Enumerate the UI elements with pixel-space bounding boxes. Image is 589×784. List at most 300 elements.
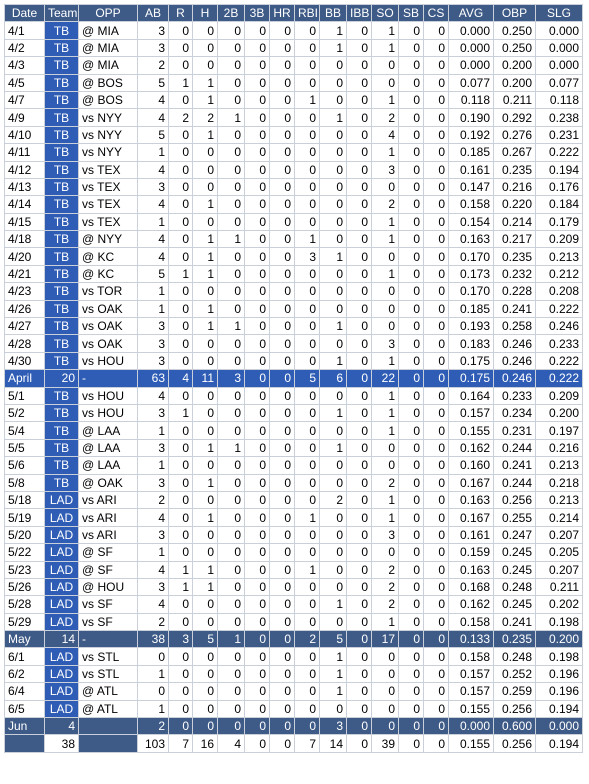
cell-slg: 0.213: [536, 491, 583, 508]
col-header-r[interactable]: R: [169, 5, 193, 22]
cell-hr: 0: [270, 596, 295, 613]
game-row: [5, 352, 583, 369]
cell-hr: 0: [270, 335, 295, 352]
cell-so: 2: [372, 596, 399, 613]
cell-ab: 1: [138, 422, 169, 439]
cell-ab: 3: [138, 474, 169, 491]
cell-r: 1: [169, 74, 193, 91]
cell-r: 1: [169, 265, 193, 282]
cell-team: TB: [45, 335, 79, 352]
cell-3b: 0: [245, 231, 270, 248]
cell-sb: 0: [399, 39, 424, 56]
cell-h: 0: [193, 613, 218, 630]
cell-opp: @ LAA: [79, 422, 138, 439]
cell-ab: 1: [138, 213, 169, 230]
cell-sb: 0: [399, 631, 424, 648]
cell-sb: 0: [399, 283, 424, 300]
cell-opp: vs OAK: [79, 335, 138, 352]
cell-sb: 0: [399, 491, 424, 508]
cell-hr: 0: [270, 578, 295, 595]
cell-obp: 0.248: [494, 648, 536, 665]
cell-opp: @ SF: [79, 544, 138, 561]
cell-obp: 0.235: [494, 248, 536, 265]
cell-r: 0: [169, 178, 193, 195]
cell-3b: 0: [245, 491, 270, 508]
cell-bb: 0: [320, 526, 347, 543]
cell-h: 16: [193, 735, 218, 752]
cell-team: TB: [45, 265, 79, 282]
cell-cs: 0: [424, 526, 449, 543]
col-header-3b[interactable]: 3B: [245, 5, 270, 22]
cell-cs: 0: [424, 370, 449, 387]
cell-so: 1: [372, 144, 399, 161]
cell-avg: 0.000: [449, 39, 494, 56]
cell-slg: 0.176: [536, 178, 583, 195]
cell-opp: vs OAK: [79, 300, 138, 317]
cell-hr: 0: [270, 91, 295, 108]
cell-ab: 0: [138, 683, 169, 700]
cell-h: 1: [193, 474, 218, 491]
cell-obp: 0.241: [494, 457, 536, 474]
cell-date: 5/1: [5, 387, 45, 404]
cell-rbi: 0: [295, 213, 320, 230]
col-header-2b[interactable]: 2B: [218, 5, 245, 22]
cell-date: 5/23: [5, 561, 45, 578]
game-row: [5, 126, 583, 143]
cell-h: 0: [193, 213, 218, 230]
cell-rbi: 0: [295, 544, 320, 561]
cell-date: April: [5, 370, 45, 387]
cell-r: 0: [169, 718, 193, 735]
cell-team: LAD: [45, 578, 79, 595]
cell-ab: 2: [138, 718, 169, 735]
cell-slg: 0.222: [536, 352, 583, 369]
cell-2b: 0: [218, 335, 245, 352]
col-header-ab[interactable]: AB: [138, 5, 169, 22]
cell-h: 0: [193, 352, 218, 369]
cell-ibb: 0: [347, 213, 372, 230]
cell-date: 5/22: [5, 544, 45, 561]
cell-bb: 1: [320, 683, 347, 700]
cell-hr: 0: [270, 387, 295, 404]
cell-so: 0: [372, 544, 399, 561]
cell-slg: 0.208: [536, 283, 583, 300]
cell-avg: 0.163: [449, 491, 494, 508]
cell-slg: 0.246: [536, 318, 583, 335]
cell-3b: 0: [245, 22, 270, 39]
cell-ibb: 0: [347, 457, 372, 474]
cell-ab: 4: [138, 387, 169, 404]
cell-ibb: 0: [347, 231, 372, 248]
cell-2b: 0: [218, 526, 245, 543]
cell-ab: 5: [138, 126, 169, 143]
cell-3b: 0: [245, 109, 270, 126]
cell-so: 0: [372, 648, 399, 665]
col-header-team[interactable]: Team: [45, 5, 79, 22]
cell-slg: 0.197: [536, 422, 583, 439]
cell-cs: 0: [424, 213, 449, 230]
cell-opp: @ KC: [79, 248, 138, 265]
cell-team: 14: [45, 631, 79, 648]
cell-cs: 0: [424, 665, 449, 682]
cell-team: TB: [45, 404, 79, 421]
cell-team: TB: [45, 300, 79, 317]
cell-date: 4/23: [5, 283, 45, 300]
cell-sb: 0: [399, 318, 424, 335]
cell-h: 0: [193, 665, 218, 682]
cell-cs: 0: [424, 439, 449, 456]
cell-hr: 0: [270, 631, 295, 648]
cell-so: 22: [372, 370, 399, 387]
cell-ab: 3: [138, 439, 169, 456]
cell-h: 1: [193, 300, 218, 317]
cell-3b: 0: [245, 665, 270, 682]
cell-ab: 2: [138, 491, 169, 508]
cell-ab: 2: [138, 57, 169, 74]
cell-ibb: 0: [347, 318, 372, 335]
cell-so: 0: [372, 300, 399, 317]
col-header-obp[interactable]: OBP: [494, 5, 536, 22]
cell-ibb: 0: [347, 109, 372, 126]
cell-bb: 0: [320, 544, 347, 561]
cell-cs: 0: [424, 318, 449, 335]
cell-cs: 0: [424, 578, 449, 595]
cell-obp: 0.250: [494, 22, 536, 39]
cell-sb: 0: [399, 596, 424, 613]
game-row: [5, 248, 583, 265]
cell-2b: 0: [218, 648, 245, 665]
cell-h: 1: [193, 509, 218, 526]
cell-2b: 0: [218, 57, 245, 74]
cell-avg: 0.155: [449, 422, 494, 439]
cell-rbi: 3: [295, 248, 320, 265]
col-header-ibb[interactable]: IBB: [347, 5, 372, 22]
cell-hr: 0: [270, 300, 295, 317]
col-header-bb[interactable]: BB: [320, 5, 347, 22]
cell-ab: 4: [138, 509, 169, 526]
cell-avg: 0.077: [449, 74, 494, 91]
cell-so: 1: [372, 39, 399, 56]
cell-date: 4/26: [5, 300, 45, 317]
cell-slg: 0.198: [536, 648, 583, 665]
cell-h: 0: [193, 596, 218, 613]
cell-h: 1: [193, 248, 218, 265]
cell-h: 0: [193, 387, 218, 404]
cell-3b: 0: [245, 578, 270, 595]
cell-team: TB: [45, 283, 79, 300]
cell-3b: 0: [245, 161, 270, 178]
cell-team: TB: [45, 457, 79, 474]
game-row: [5, 22, 583, 39]
cell-sb: 0: [399, 561, 424, 578]
cell-obp: 0.246: [494, 352, 536, 369]
cell-opp: [79, 735, 138, 752]
cell-hr: 0: [270, 544, 295, 561]
cell-ibb: 0: [347, 596, 372, 613]
cell-sb: 0: [399, 91, 424, 108]
cell-cs: 0: [424, 335, 449, 352]
cell-bb: 1: [320, 439, 347, 456]
cell-ab: 4: [138, 248, 169, 265]
cell-sb: 0: [399, 109, 424, 126]
cell-cs: 0: [424, 265, 449, 282]
cell-bb: 0: [320, 57, 347, 74]
cell-avg: 0.157: [449, 683, 494, 700]
col-header-avg[interactable]: AVG: [449, 5, 494, 22]
cell-cs: 0: [424, 109, 449, 126]
cell-sb: 0: [399, 544, 424, 561]
cell-cs: 0: [424, 491, 449, 508]
cell-team: TB: [45, 422, 79, 439]
col-header-h[interactable]: H: [193, 5, 218, 22]
cell-slg: 0.194: [536, 161, 583, 178]
cell-slg: 0.000: [536, 39, 583, 56]
cell-3b: 0: [245, 596, 270, 613]
game-row: [5, 596, 583, 613]
cell-ibb: 0: [347, 718, 372, 735]
cell-avg: 0.159: [449, 544, 494, 561]
cell-3b: 0: [245, 352, 270, 369]
cell-obp: 0.200: [494, 57, 536, 74]
col-header-hr[interactable]: HR: [270, 5, 295, 22]
cell-r: 2: [169, 109, 193, 126]
cell-sb: 0: [399, 213, 424, 230]
cell-hr: 0: [270, 352, 295, 369]
cell-2b: 0: [218, 700, 245, 717]
cell-2b: 0: [218, 196, 245, 213]
cell-bb: 0: [320, 283, 347, 300]
cell-bb: 0: [320, 178, 347, 195]
game-row: [5, 39, 583, 56]
cell-rbi: 7: [295, 735, 320, 752]
cell-sb: 0: [399, 352, 424, 369]
cell-ibb: 0: [347, 335, 372, 352]
cell-cs: 0: [424, 509, 449, 526]
cell-r: 0: [169, 491, 193, 508]
game-row: [5, 144, 583, 161]
cell-cs: 0: [424, 22, 449, 39]
cell-2b: 0: [218, 283, 245, 300]
cell-sb: 0: [399, 422, 424, 439]
cell-so: 1: [372, 231, 399, 248]
cell-h: 0: [193, 178, 218, 195]
cell-so: 0: [372, 57, 399, 74]
cell-rbi: 0: [295, 57, 320, 74]
cell-ibb: 0: [347, 196, 372, 213]
cell-obp: 0.276: [494, 126, 536, 143]
cell-slg: 0.233: [536, 335, 583, 352]
cell-avg: 0.155: [449, 735, 494, 752]
cell-hr: 0: [270, 683, 295, 700]
cell-slg: 0.216: [536, 439, 583, 456]
cell-date: 6/5: [5, 700, 45, 717]
cell-ibb: 0: [347, 178, 372, 195]
cell-obp: 0.258: [494, 318, 536, 335]
cell-bb: 0: [320, 387, 347, 404]
cell-3b: 0: [245, 178, 270, 195]
cell-ab: 1: [138, 283, 169, 300]
cell-h: 5: [193, 631, 218, 648]
cell-slg: 0.212: [536, 265, 583, 282]
game-row: [5, 404, 583, 421]
cell-sb: 0: [399, 126, 424, 143]
cell-ab: 3: [138, 526, 169, 543]
cell-hr: 0: [270, 213, 295, 230]
cell-ab: 3: [138, 578, 169, 595]
cell-avg: 0.173: [449, 265, 494, 282]
cell-team: LAD: [45, 596, 79, 613]
cell-sb: 0: [399, 718, 424, 735]
cell-h: 0: [193, 544, 218, 561]
cell-opp: vs TEX: [79, 161, 138, 178]
col-header-cs[interactable]: CS: [424, 5, 449, 22]
cell-opp: @ MIA: [79, 39, 138, 56]
cell-h: 0: [193, 283, 218, 300]
cell-slg: 0.222: [536, 300, 583, 317]
cell-ibb: 0: [347, 91, 372, 108]
cell-cs: 0: [424, 144, 449, 161]
cell-hr: 0: [270, 370, 295, 387]
cell-slg: 0.000: [536, 718, 583, 735]
cell-slg: 0.000: [536, 22, 583, 39]
cell-hr: 0: [270, 283, 295, 300]
cell-ab: 3: [138, 352, 169, 369]
cell-3b: 0: [245, 318, 270, 335]
cell-cs: 0: [424, 352, 449, 369]
cell-ibb: 0: [347, 700, 372, 717]
cell-sb: 0: [399, 457, 424, 474]
cell-opp: vs TEX: [79, 213, 138, 230]
cell-ibb: 0: [347, 735, 372, 752]
cell-avg: 0.160: [449, 457, 494, 474]
cell-team: TB: [45, 248, 79, 265]
cell-date: 4/18: [5, 231, 45, 248]
cell-opp: vs ARI: [79, 509, 138, 526]
cell-opp: -: [79, 370, 138, 387]
game-row: [5, 213, 583, 230]
cell-date: 4/14: [5, 196, 45, 213]
cell-ibb: 0: [347, 544, 372, 561]
game-row: [5, 665, 583, 682]
col-header-so[interactable]: SO: [372, 5, 399, 22]
cell-ab: 2: [138, 613, 169, 630]
col-header-date[interactable]: Date: [5, 5, 45, 22]
cell-ab: 4: [138, 596, 169, 613]
cell-team: TB: [45, 474, 79, 491]
cell-ibb: 0: [347, 161, 372, 178]
cell-cs: 0: [424, 422, 449, 439]
season-total-row: [5, 735, 583, 752]
game-row: [5, 300, 583, 317]
cell-rbi: 0: [295, 596, 320, 613]
cell-bb: 1: [320, 22, 347, 39]
cell-rbi: 0: [295, 578, 320, 595]
cell-r: 0: [169, 439, 193, 456]
cell-hr: 0: [270, 196, 295, 213]
cell-bb: 6: [320, 370, 347, 387]
cell-3b: 0: [245, 544, 270, 561]
cell-rbi: 0: [295, 22, 320, 39]
cell-opp: vs TEX: [79, 196, 138, 213]
cell-ab: 1: [138, 700, 169, 717]
cell-obp: 0.267: [494, 144, 536, 161]
cell-rbi: 1: [295, 231, 320, 248]
cell-rbi: 1: [295, 91, 320, 108]
cell-2b: 0: [218, 161, 245, 178]
cell-so: 0: [372, 457, 399, 474]
cell-obp: 0.245: [494, 561, 536, 578]
cell-avg: 0.154: [449, 213, 494, 230]
cell-2b: 0: [218, 248, 245, 265]
cell-3b: 0: [245, 387, 270, 404]
cell-2b: 0: [218, 22, 245, 39]
cell-cs: 0: [424, 631, 449, 648]
cell-obp: 0.214: [494, 213, 536, 230]
cell-ibb: 0: [347, 126, 372, 143]
cell-ab: 3: [138, 178, 169, 195]
cell-cs: 0: [424, 404, 449, 421]
cell-cs: 0: [424, 718, 449, 735]
col-header-rbi[interactable]: RBI: [295, 5, 320, 22]
cell-avg: 0.000: [449, 718, 494, 735]
cell-sb: 0: [399, 178, 424, 195]
cell-team: TB: [45, 178, 79, 195]
cell-team: LAD: [45, 665, 79, 682]
table-body: [5, 22, 583, 752]
cell-sb: 0: [399, 387, 424, 404]
cell-3b: 0: [245, 300, 270, 317]
cell-bb: 0: [320, 144, 347, 161]
cell-h: 0: [193, 422, 218, 439]
cell-sb: 0: [399, 300, 424, 317]
cell-ibb: 0: [347, 74, 372, 91]
col-header-opp[interactable]: OPP: [79, 5, 138, 22]
cell-so: 4: [372, 126, 399, 143]
cell-so: 2: [372, 474, 399, 491]
cell-opp: vs ARI: [79, 526, 138, 543]
cell-h: 1: [193, 265, 218, 282]
cell-ibb: 0: [347, 665, 372, 682]
cell-opp: @ NYY: [79, 231, 138, 248]
cell-sb: 0: [399, 665, 424, 682]
col-header-slg[interactable]: SLG: [536, 5, 583, 22]
cell-slg: 0.077: [536, 74, 583, 91]
cell-rbi: 0: [295, 352, 320, 369]
cell-h: 1: [193, 318, 218, 335]
cell-h: 1: [193, 561, 218, 578]
cell-team: LAD: [45, 613, 79, 630]
game-row: [5, 91, 583, 108]
cell-sb: 0: [399, 613, 424, 630]
cell-cs: 0: [424, 161, 449, 178]
cell-cs: 0: [424, 126, 449, 143]
cell-obp: 0.211: [494, 91, 536, 108]
cell-team: 20: [45, 370, 79, 387]
cell-ibb: 0: [347, 526, 372, 543]
col-header-sb[interactable]: SB: [399, 5, 424, 22]
cell-h: 0: [193, 700, 218, 717]
cell-ab: 38: [138, 631, 169, 648]
cell-ab: 3: [138, 335, 169, 352]
cell-r: 0: [169, 665, 193, 682]
cell-slg: 0.194: [536, 735, 583, 752]
cell-rbi: 0: [295, 665, 320, 682]
cell-sb: 0: [399, 700, 424, 717]
cell-date: 5/28: [5, 596, 45, 613]
cell-opp: @ ATL: [79, 700, 138, 717]
cell-avg: 0.164: [449, 387, 494, 404]
cell-opp: [79, 718, 138, 735]
